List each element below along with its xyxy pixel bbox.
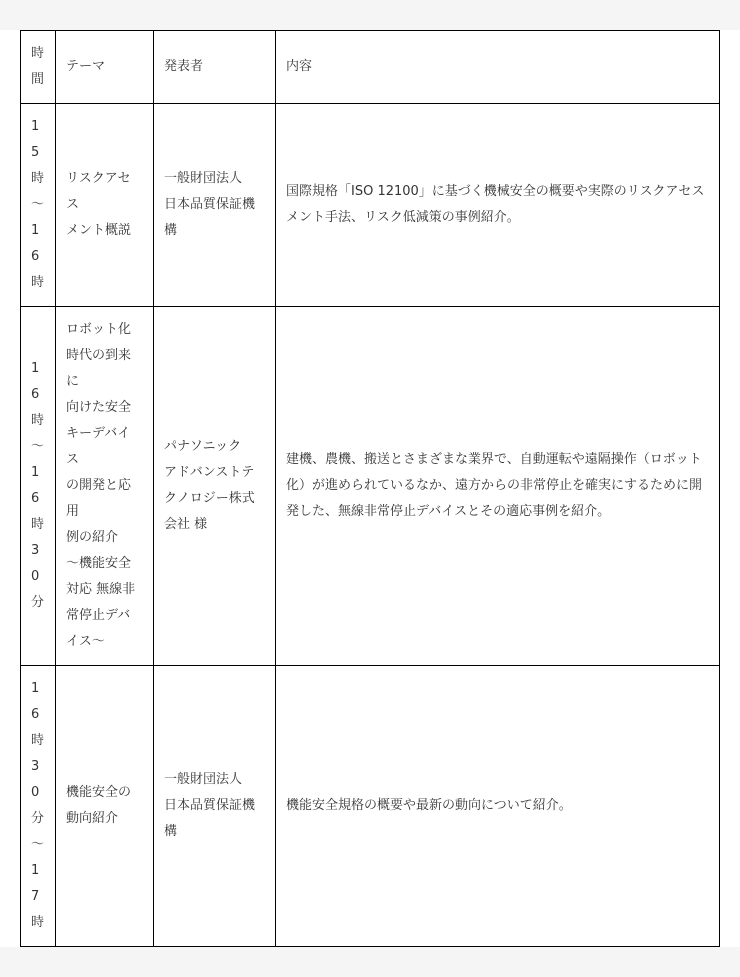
table-row [21, 104, 720, 307]
header-time: 時間 [21, 31, 56, 104]
table-header-row [21, 31, 720, 104]
row-presenter: 一般財団法人 日本品質保証機構 [154, 104, 276, 307]
document-page [0, 30, 740, 947]
header-content: 内容 [276, 31, 720, 104]
table-row [21, 666, 720, 947]
row-time: 16時30分～17時 [21, 666, 56, 947]
schedule-table [20, 30, 720, 947]
row-presenter: 一般財団法人 日本品質保証機構 [154, 666, 276, 947]
row-theme: ロボット化時代の到来に 向けた安全キーデバイス の開発と応用 例の紹介 ～機能安全対応 無線非常停止デバイス～ [56, 307, 154, 666]
table-row [21, 307, 720, 666]
header-theme: テーマ [56, 31, 154, 104]
row-theme: リスクアセス メント概説 [56, 104, 154, 307]
row-presenter: パナソニック アドバンストテクノロジー株式会社 様 [154, 307, 276, 666]
row-content: 機能安全規格の概要や最新の動向について紹介。 [276, 666, 720, 947]
row-content: 国際規格「ISO 12100」に基づく機械安全の概要や実際のリスクアセスメント手法、リスク低減策の事例紹介。 [276, 104, 720, 307]
row-theme: 機能安全の 動向紹介 [56, 666, 154, 947]
row-time: 15時～16時 [21, 104, 56, 307]
header-presenter: 発表者 [154, 31, 276, 104]
row-content: 建機、農機、搬送とさまざまな業界で、自動運転や遠隔操作（ロボット化）が進められているなか、遠方からの非常停止を確実にするために開発した、無線非常停止デバイスとその適応事例を紹介。 [276, 307, 720, 666]
row-time: 16時～16時30分 [21, 307, 56, 666]
